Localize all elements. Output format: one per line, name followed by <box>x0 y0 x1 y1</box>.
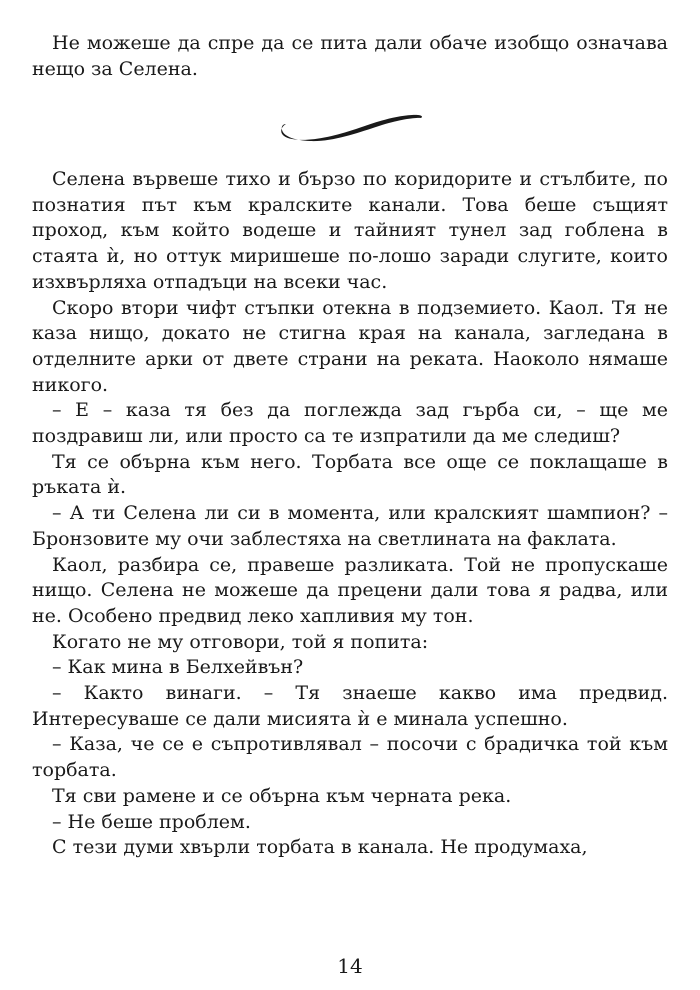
paragraph: Селена вървеше тихо и бързо по коридорите и стълбите, по познатия път към кралските канали. Това беше същият проход, към който водеше и тайният тунел зад гоблена в стаята ѝ, но оттук миришеше по-лошо заради слугите, които изхвърляха отпадъци на всеки час. <box>32 168 668 293</box>
main-text-block <box>32 167 668 861</box>
paragraph: Тя се обърна към него. Торбата все още се поклащаше в ръката ѝ. <box>32 450 668 499</box>
paragraph: С тези думи хвърли торбата в канала. Не продумаха, <box>52 836 588 859</box>
paragraph: Когато не му отговори, той я попита: <box>52 630 429 653</box>
paragraph: Каол, разбира се, правеше разликата. Той не пропускаше нищо. Селена не можеше да прецени дали това я радва, или не. Особено предвид леко хапливия му тон. <box>32 553 668 627</box>
flourish-divider-icon <box>270 107 430 149</box>
page-number: 14 <box>337 954 363 978</box>
paragraph: – Както винаги. – Тя знаеше какво има предвид. Интересуваше се дали мисията ѝ е минала успешно. <box>32 682 668 730</box>
intro-text-block <box>32 31 668 82</box>
paragraph: – Не беше проблем. <box>52 810 251 833</box>
paragraph: Скоро втори чифт стъпки отекна в подземието. Каол. Тя не каза нищо, докато не стигна края на канала, загледана в отделните арки от двете страни на реката. Наоколо нямаше никого. <box>32 296 668 396</box>
paragraph: Тя сви рамене и се обърна към черната река. <box>52 784 512 807</box>
paragraph: – Каза, че се е съпротивлявал – посочи с брадичка той към торбата. <box>32 733 668 782</box>
paragraph: – Как мина в Белхейвън? <box>52 656 304 679</box>
paragraph: – Е – каза тя без да поглежда зад гърба си, – ще ме поздравиш ли, или просто са те изпратили да ме следиш? <box>32 399 668 448</box>
intro-paragraph: Не можеше да спре да се пита дали обаче изобщо означава нещо за Селена. <box>32 32 668 80</box>
paragraph: – А ти Селена ли си в момента, или кралският шампион? – Бронзовите му очи заблестяха на светлината на факлата. <box>32 502 668 550</box>
